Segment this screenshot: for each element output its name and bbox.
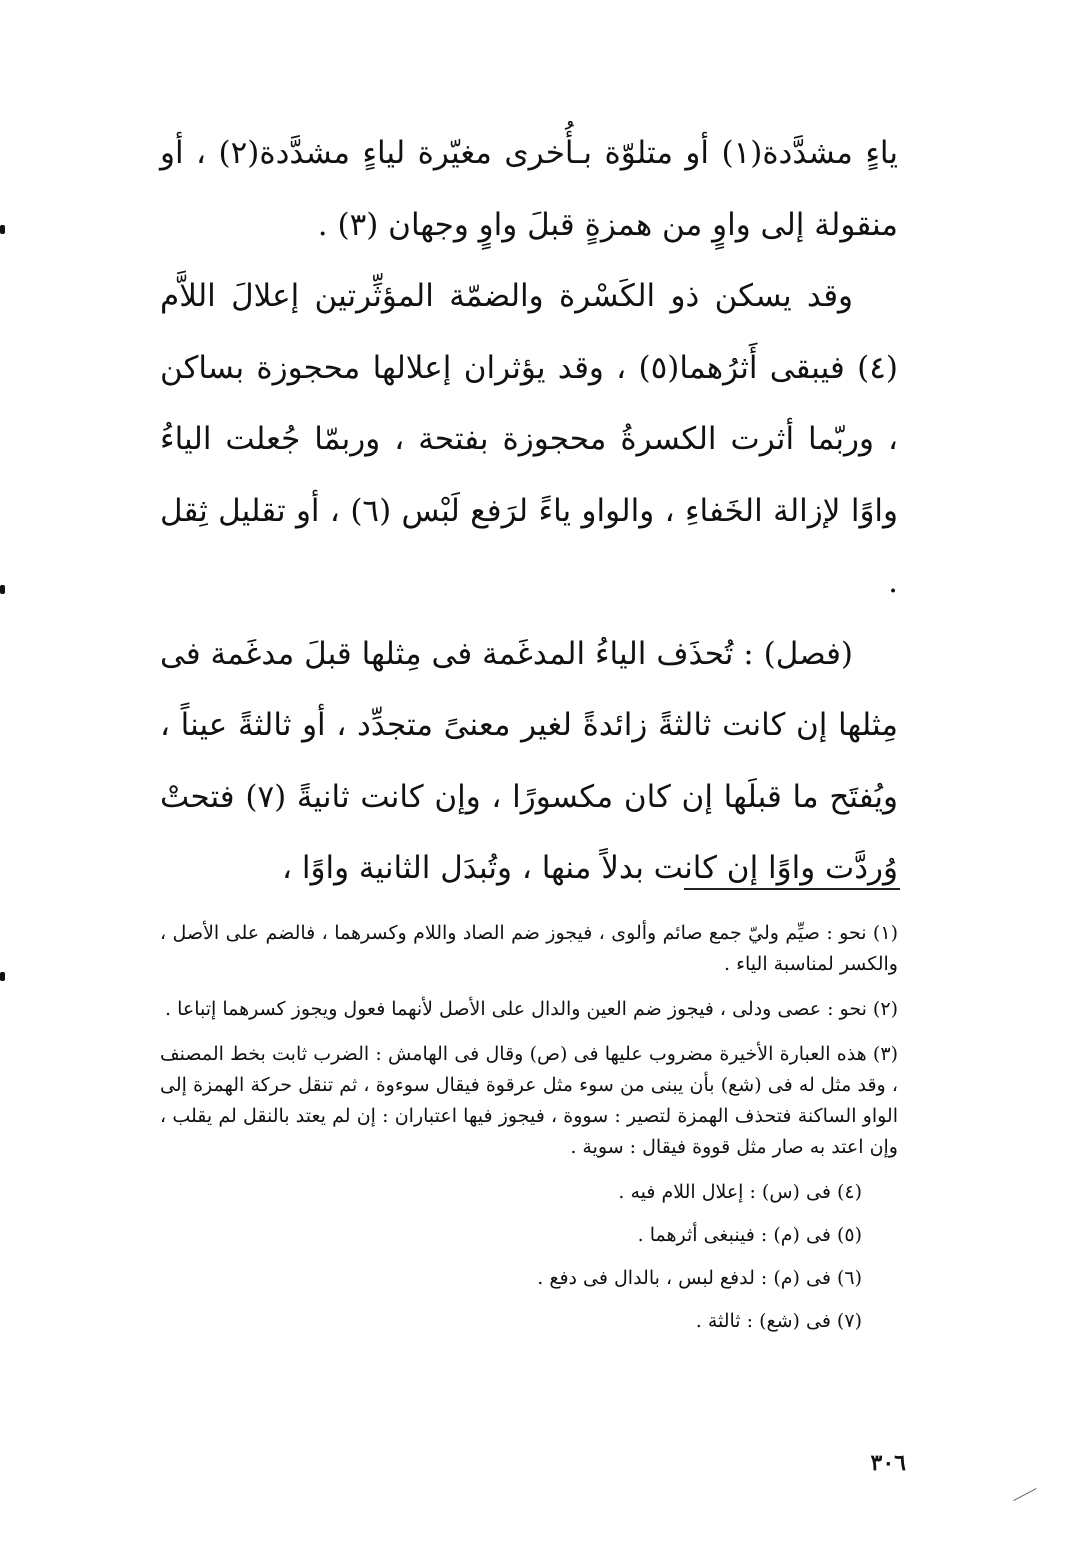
paragraph-3-section: (فصل) : تُحذَف الياءُ المدغَمة فى مِثلها قبلَ مدغَمة فى مِثلها إن كانت ثالثةً زائدةً لغير معنىً متجدِّد ، أو ثالثةً عيناً ، ويُفتَح ما قبلَها إن كان مكسورًا ، وإن كانت ثانيةً (٧) فتحتْ وُردَّت واوًا إن كانت بدلاً منها ، وتُبدَل الثانية واوًا ،	[160, 635, 898, 886]
footnote-5: (٥) فى (م) : فينبغى أثرهما .	[637, 1224, 862, 1246]
margin-mark	[0, 972, 5, 981]
scan-mark	[1013, 1488, 1036, 1501]
footnote-6: (٦) فى (م) : لدفع لبس ، بالدال فى دفع .	[537, 1267, 862, 1289]
footnote-7: (٧) فى (شع) : ثالثة .	[695, 1310, 862, 1332]
paragraph-2: وقد يسكن ذو الكَسْرة والضمّة المؤثِّرتين إعلالَ اللاَّم (٤) فيبقى أَثرُهما(٥) ، وقد يؤثران إعلالها محجوزة بساكن ، وربّما أثرت الكسرةُ محجوزة بفتحة ، وربمّا جُعلت الياءُ واوًا لإزالة الخَفاءِ ، والواو ياءً لرَفع لَبْس (٦) ، أو تقليل ثِقل .	[160, 278, 899, 600]
footnote-4: (٤) فى (س) : إعلال اللام فيه .	[618, 1181, 862, 1203]
footnote-2: (٢) نحو : عصى ودلى ، فيجوز ضم العين والدال على الأصل لأنهما فعول ويجوز كسرهما إتباعا .	[165, 998, 898, 1020]
footnotes-block	[160, 918, 898, 1349]
main-text-block	[160, 118, 898, 905]
footnote-1: (١) نحو : صيِّم وليّ جمع صائم وألوى ، فيجوز ضم الصاد واللام وكسرهما ، فالضم على الأصل ، والكسر لمناسبة الياء .	[160, 922, 898, 975]
footnote-divider	[684, 888, 900, 890]
margin-mark	[0, 585, 5, 594]
paragraph-1: ياءٍ مشدَّدة(١) أو متلوّة بـأُخرى مغيّرة لياءٍ مشدَّدة(٢) ، أو منقولة إلى واوٍ من همزةٍ قبلَ واوٍ وجهان (٣) .	[160, 135, 898, 243]
footnote-3: (٣) هذه العبارة الأخيرة مضروب عليها فى (ص) وقال فى الهامش : الضرب ثابت بخط المصنف ، وقد مثل له فى (شع) بأن يبنى من سوء مثل عرقوة فيقال سوءوة ، ثم تنقل حركة الهمزة إلى الواو الساكنة فتحذف الهمزة لتصير : سووة ، فيجوز فيها اعتباران : إن لم يعتد بالنقل لم يقلب ، وإن اعتد به صار مثل قووة فيقال : سوية .	[160, 1043, 898, 1158]
page-number: ٣٠٦	[870, 1450, 906, 1476]
margin-mark	[0, 225, 5, 234]
